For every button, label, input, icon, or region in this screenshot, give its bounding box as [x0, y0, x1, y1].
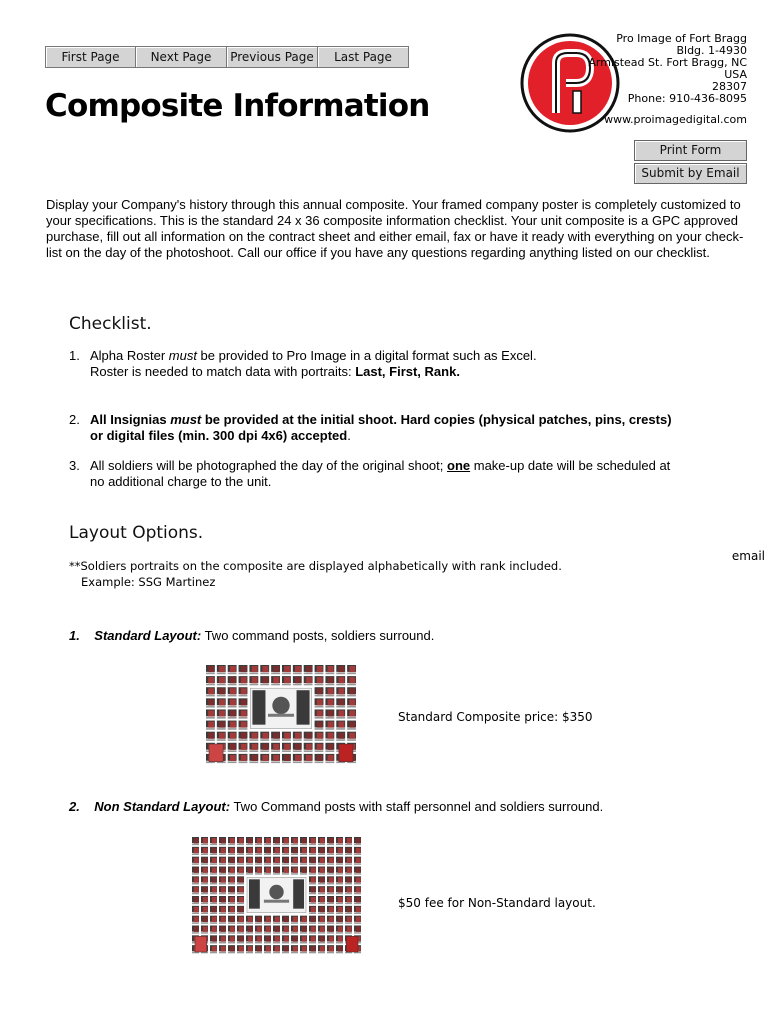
email-label: email [731, 549, 765, 563]
zip-code: 28307 [712, 80, 747, 93]
item-text: make-up date will be scheduled at [470, 458, 671, 473]
website-link[interactable]: www.proimagedigital.com [604, 113, 747, 126]
checklist-item-2 [69, 412, 709, 444]
item-text: be provided at the initial shoot. Hard copies (physical patches, pins, crests) [201, 412, 672, 427]
intro-paragraph: Display your Company's history through this annual composite. Your framed company poster is completely customized to your specifications. This is the standard 24 x 36 composite information checklist. Your unit composite is a GPC approved purchase, fill out all information on the contract sheet and either email, fax or have it ready with everything on your check-list on the day of the photoshoot. Call our office if you have any questions regarding anything listed on our checklist. [46, 197, 744, 260]
next-page-button[interactable]: Next Page [136, 46, 227, 68]
page-navigation [45, 46, 409, 68]
print-form-button[interactable]: Print Form [634, 140, 747, 161]
item-text: no additional charge to the unit. [90, 474, 272, 489]
layout-name: Standard Layout: [94, 628, 202, 643]
company-name: Pro Image of Fort Bragg [616, 32, 747, 45]
layout-name: Non Standard Layout: [94, 799, 231, 814]
layout-note [69, 558, 562, 590]
item-text: Alpha Roster [90, 348, 169, 363]
layout-number: 1. [69, 628, 80, 643]
item-number: 1. [69, 348, 80, 363]
emphasis-must: must [168, 348, 197, 363]
item-text: Roster is needed to match data with portraits: [90, 364, 356, 379]
item-text: be provided to Pro Image in a digital format such as Excel. [196, 348, 537, 363]
item-text: All soldiers will be photographed the day of the original shoot; [90, 458, 447, 473]
checklist-item-1 [69, 348, 709, 380]
checklist-heading: Checklist. [69, 314, 152, 334]
page-title: Composite Information [45, 88, 430, 124]
item-number: 2. [69, 412, 80, 427]
phone: Phone: 910-436-8095 [627, 92, 747, 105]
nonstandard-layout-line [69, 799, 603, 814]
item-text: All Insignias [90, 412, 171, 427]
previous-page-button[interactable]: Previous Page [227, 46, 318, 68]
building: Bldg. 1-4930 [676, 44, 747, 57]
item-number: 3. [69, 458, 80, 473]
last-page-button[interactable]: Last Page [318, 46, 409, 68]
note-text: **Soldiers portraits on the composite are displayed alphabetically with rank included. [69, 559, 562, 573]
layout-options-heading: Layout Options. [69, 523, 204, 543]
emphasis-must: must [170, 412, 202, 427]
layout-desc: Two command posts, soldiers surround. [201, 628, 435, 643]
nonstandard-composite-image [191, 836, 362, 954]
standard-composite-image [205, 664, 357, 764]
country: USA [724, 68, 747, 81]
checklist-item-3 [69, 458, 709, 490]
layout-number: 2. [69, 799, 80, 814]
first-page-button[interactable]: First Page [45, 46, 136, 68]
contact-info [588, 33, 747, 126]
item-text: or digital files (min. 300 dpi 4x6) accepted [90, 428, 348, 443]
emphasis-one: one [447, 458, 471, 473]
submit-by-email-button[interactable]: Submit by Email [634, 163, 747, 184]
nonstandard-price: $50 fee for Non-Standard layout. [398, 896, 596, 910]
roster-fields: Last, First, Rank. [355, 364, 460, 379]
note-example: Example: SSG Martinez [81, 575, 216, 589]
item-text: . [347, 428, 351, 443]
standard-price: Standard Composite price: $350 [398, 710, 593, 724]
layout-desc: Two Command posts with staff personnel and soldiers surround. [230, 799, 604, 814]
standard-layout-line [69, 628, 434, 643]
street-address: Armistead St. Fort Bragg, NC [588, 56, 747, 69]
